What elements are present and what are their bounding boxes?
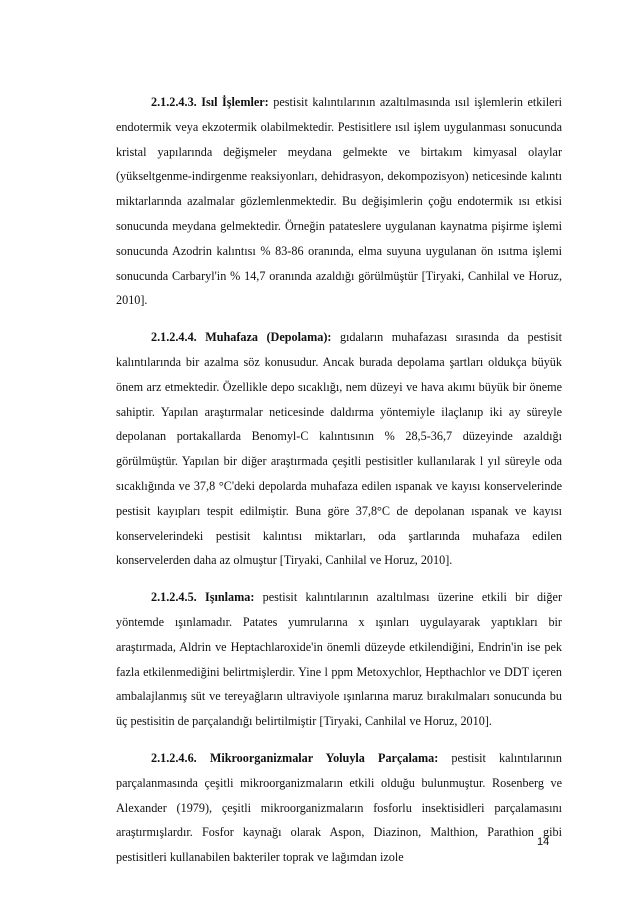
section-isil-islemler — [116, 90, 562, 313]
section-body: pestisit kalıntılarının azaltılmasında ısıl işlemlerin etkileri endotermik veya ekzotermik olabilmektedir. Pestisitlere ısıl işlem uygulanması sonucunda kristal yapılarında değişmeler meydana gelmekte ve birtakım kimyasal olaylar (yükseltgenme-indirgenme reaksiyonları, dehidrasyon, dekompozisyon) neticesinde kalıntı miktarlarında azalmalar gözlemlenmektedir. Bu değişimlerin çoğu endotermik ısı etkisi sonucunda meydana gelmektedir. Örneğin patateslere uygulanan kaynatma pişirme işlemi sonucunda Azodrin kalıntısı % 83-86 oranında, elma suyuna uygulanan ön ısıtma işlemi sonucunda Carbaryl'in % 14,7 oranında azaldığı görülmüştür [Tiryaki, Canhilal ve Horuz, 2010]. — [116, 95, 563, 308]
page-body — [116, 90, 562, 870]
section-heading — [151, 590, 254, 604]
section-muhafaza — [116, 325, 562, 573]
section-number: 2.1.2.4.3. — [151, 95, 197, 109]
section-title: Mikroorganizmalar Yoluyla Parçalama: — [209, 750, 439, 765]
section-title: Muhafaza (Depolama): — [205, 330, 332, 345]
section-body: pestisit kalıntılarının parçalanmasında çeşitli mikroorganizmaların etkili olduğu bulunmuştur. Rosenberg ve Alexander (1979), çeşitli mikroorganizmaların fosforlu insektisidleri parçalamasını araştırmışlardır. Fosfor kaynağı olarak Aspon, Diazinon, Malthion, Parathion gibi pestisitleri kullanabilen bakteriler toprak ve lağımdan izole — [116, 750, 562, 865]
section-mikroorganizmalar — [116, 746, 562, 870]
section-title: Isıl İşlemler: — [201, 95, 269, 109]
page-number: 14 — [537, 836, 550, 848]
section-body: gıdaların muhafazası sırasında da pestisit kalıntılarında bir azalma söz konusudur. Ancak burada depolama şartları oldukça büyük önem arz etmektedir. Özellikle depo sıcaklığı, nem düzeyi ve hava akımı büyük bir öneme sahiptir. Yapılan araştırmalar neticesinde daldırma yöntemiyle ilaçlanıp iki ay süreyle depolanan portakallarda Benomyl-C kalıntısının % 28,5-36,7 düzeyinde azaldığı görülmüştür. Yapılan bir diğer araştırmada çeşitli pestisitler kullanılarak l yıl süreyle oda sıcaklığında ve 37,8 °C'deki depolarda muhafaza edilen ıspanak ve kayısı konservelerinde pestisit kayıpları tespit edilmiştir. Buna göre 37,8°C de depolanan ıspanak ve kayısı konservelerindeki pestisit kalıntısı miktarları, oda şartlarında muhafaza edilen konservelerden daha az olmuştur [Tiryaki, Canhilal ve Horuz, 2010]. — [116, 330, 563, 568]
section-heading — [151, 330, 331, 344]
section-title: Işınlama: — [204, 590, 255, 605]
section-heading — [151, 95, 269, 109]
section-number: 2.1.2.4.6. — [151, 750, 197, 765]
section-isinlama — [116, 585, 562, 734]
section-body: pestisit kalıntılarının azaltılması üzerine etkili bir diğer yöntemde ışınlamadır. Patates yumrularına x ışınları uygulayarak yaptıkları bir araştırmada, Aldrin ve Heptachlaroxide'in önemli düzeyde etkilendiğini, Endrin'in ise pek fazla etkilenmediğini belirtmişlerdir. Yine l ppm Metoxychlor, Hepthachlor ve DDT içeren ambalajlanmış süt ve tereyağların ultraviyole ışınlarına maruz bırakılmaları sonucunda bu üç pestisitin de parçalandığı belirtilmiştir [Tiryaki, Canhilal ve Horuz, 2010]. — [116, 590, 562, 729]
section-number: 2.1.2.4.4. — [151, 330, 197, 345]
section-heading — [151, 751, 438, 765]
section-number: 2.1.2.4.5. — [151, 590, 197, 605]
